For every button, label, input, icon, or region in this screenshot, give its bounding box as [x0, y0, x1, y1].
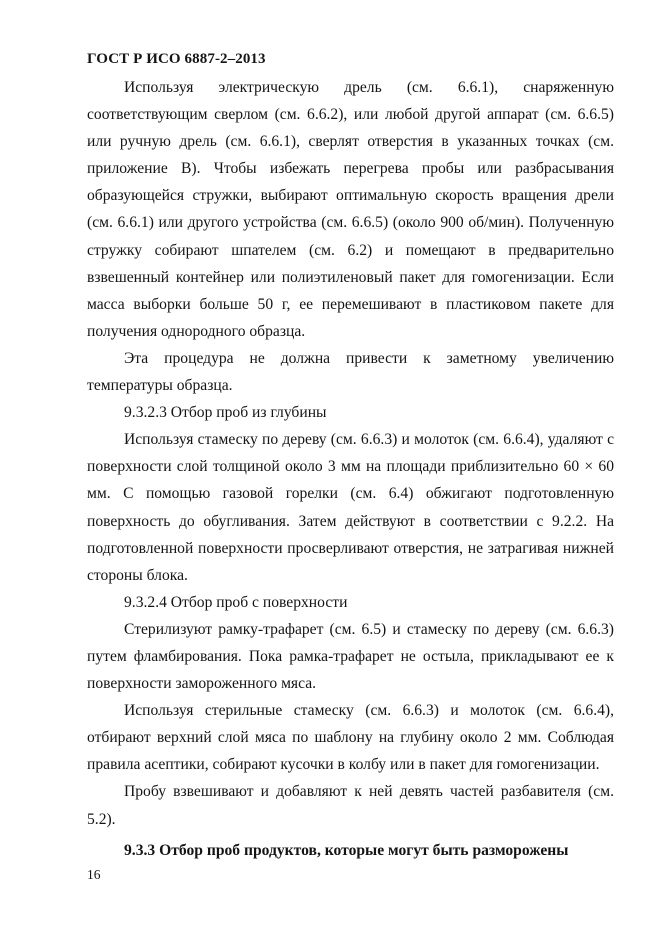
paragraph-temperature: Эта процедура не должна привести к заметному увеличению температуры образца. — [87, 349, 614, 395]
paragraph-sterilize-template: Стерилизуют рамку-трафарет (см. 6.5) и стамеску по дереву (см. 6.6.3) путем фламбирования. Пока рамка-трафарет не остыла, прикладывают ее к поверхности замороженного мяса. — [87, 620, 614, 693]
section-heading-9-3-3: 9.3.3 Отбор проб продуктов, которые могут быть разморожены — [124, 841, 569, 859]
paragraph-depth-sampling: Используя стамеску по дереву (см. 6.6.3) и молоток (см. 6.6.4), удаляют с поверхности слой толщиной около 3 мм на площади приблизительно 60 × 60 мм. С помощью газовой горелки (см. 6.4) обжигают подготовленную поверхность до обугливания. Затем действуют в соответствии с 9.2.2. На подготовленной поверхности просверливают отверстия, не затрагивая нижней стороны блока. — [87, 431, 614, 584]
paragraph-surface-sampling: Используя стерильные стамеску (см. 6.6.3) и молоток (см. 6.6.4), отбирают верхний слой мяса по шаблону на глубину около 2 мм. Соблюдая правила асептики, собирают кусочки в колбу или в пакет для гомогенизации. — [87, 702, 614, 774]
page-number: 16 — [87, 867, 101, 882]
document-body — [87, 74, 614, 864]
section-heading-9-3-2-4: 9.3.2.4 Отбор проб с поверхности — [124, 593, 348, 611]
paragraph-weigh-sample: Пробу взвешивают и добавляют к ней девять частей разбавителя (см. 5.2). — [87, 783, 614, 828]
section-heading-9-3-2-3: 9.3.2.3 Отбор проб из глубины — [124, 404, 327, 422]
paragraph-drilling: Используя электрическую дрель (см. 6.6.1), снаряженную соответствующим сверлом (см. 6.6.2), или любой другой аппарат (см. 6.6.5) или ручную дрель (см. 6.6.1), сверлят отверстия в указанных точках (см. приложение В). Чтобы избежать перегрева пробы или разбрасывания образующейся стружки, выбирают оптимальную скорость вращения дрели (см. 6.6.1) или другого устройства (см. 6.6.5) (около 900 об/мин). Полученную стружку собирают шпателем (см. 6.2) и помещают в предварительно взвешенный контейнер или полиэтиленовый пакет для гомогенизации. Если масса выборки больше 50 г, ее перемешивают в пластиковом пакете для получения однородного образца. — [87, 79, 614, 340]
standard-header: ГОСТ Р ИСО 6887-2–2013 — [87, 51, 266, 67]
